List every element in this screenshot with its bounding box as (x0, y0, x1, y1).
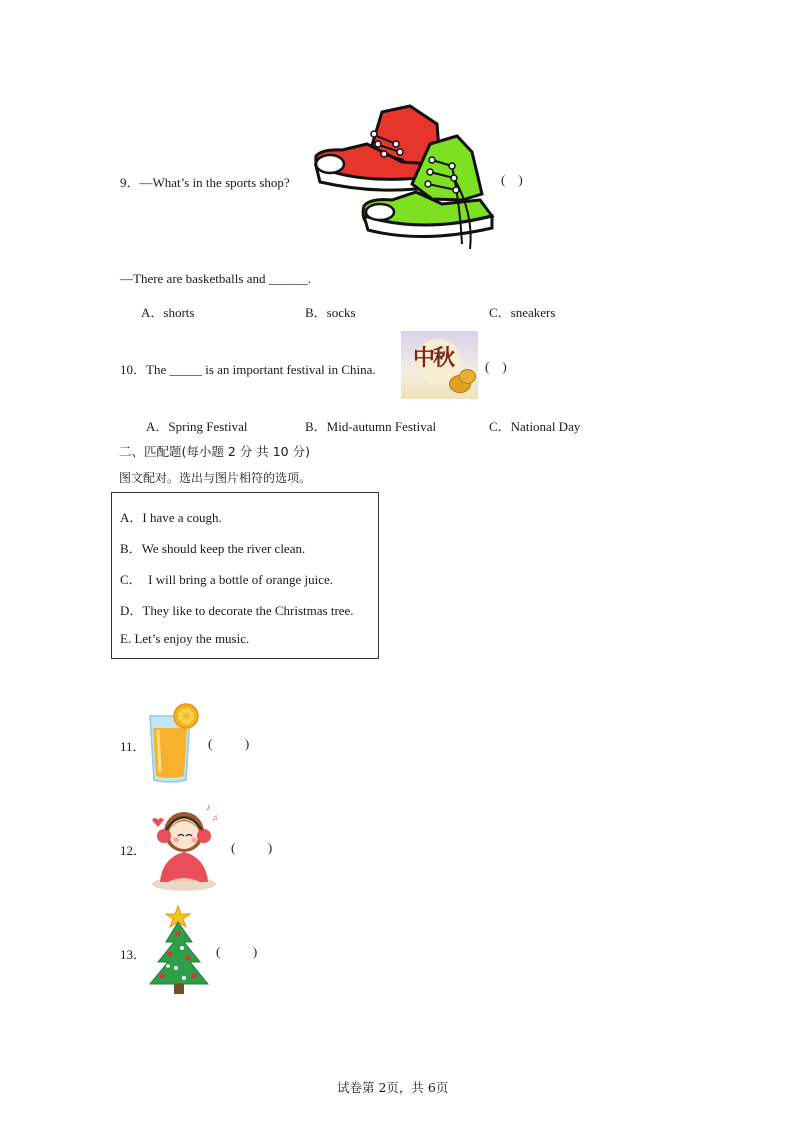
section-instruction: 图文配对。选出与图片相符的选项。 (119, 471, 312, 485)
item-12-answer-blank[interactable]: ( ) (231, 840, 273, 855)
choice-a: A．I have a cough. (120, 510, 222, 525)
item-11-answer-blank[interactable]: ( ) (208, 736, 250, 751)
sneakers-icon (312, 104, 497, 254)
page-footer: 试卷第 2页，共 6页 (337, 1080, 449, 1095)
christmas-tree-icon (148, 904, 212, 998)
mid-autumn-image (401, 331, 478, 399)
choice-c: C． I will bring a bottle of orange juice. (120, 572, 334, 587)
section-heading: 二、匹配题(每小题 2 分 共 10 分) (119, 444, 310, 459)
choices-box (111, 492, 379, 659)
q10-option-a[interactable]: A．Spring Festival (146, 419, 248, 434)
q9-question: 9．—What’s in the sports shop? (120, 175, 290, 190)
choice-e: E. Let’s enjoy the music. (120, 631, 250, 646)
svg-text:♪: ♪ (206, 802, 211, 812)
orange-juice-icon (146, 702, 202, 784)
mooncake-icon (459, 369, 476, 384)
svg-text:♫: ♫ (212, 813, 218, 822)
q9-option-c[interactable]: C．sneakers (489, 305, 556, 320)
q10-option-b[interactable]: B．Mid-autumn Festival (305, 419, 437, 434)
q9-option-b[interactable]: B．socks (305, 305, 356, 320)
q9-answer-line: —There are basketballs and ______. (120, 271, 311, 286)
q10-option-c[interactable]: C．National Day (489, 419, 581, 434)
girl-music-icon (148, 800, 223, 892)
item-13-answer-blank[interactable]: ( ) (216, 944, 258, 959)
q9-answer-blank[interactable]: ( ) (501, 172, 523, 187)
item-12-number: 12． (120, 843, 147, 858)
q9-option-a[interactable]: A．shorts (141, 305, 195, 320)
choice-d: D．They like to decorate the Christmas tree. (120, 603, 354, 618)
mid-autumn-calligraphy: 中秋 (413, 345, 454, 371)
choice-b: B．We should keep the river clean. (120, 541, 306, 556)
q10-question: 10．The _____ is an important festival in China. (120, 362, 376, 377)
item-11-number: 11． (120, 739, 146, 754)
q10-answer-blank[interactable]: ( ) (485, 359, 507, 374)
item-13-number: 13． (120, 947, 147, 962)
